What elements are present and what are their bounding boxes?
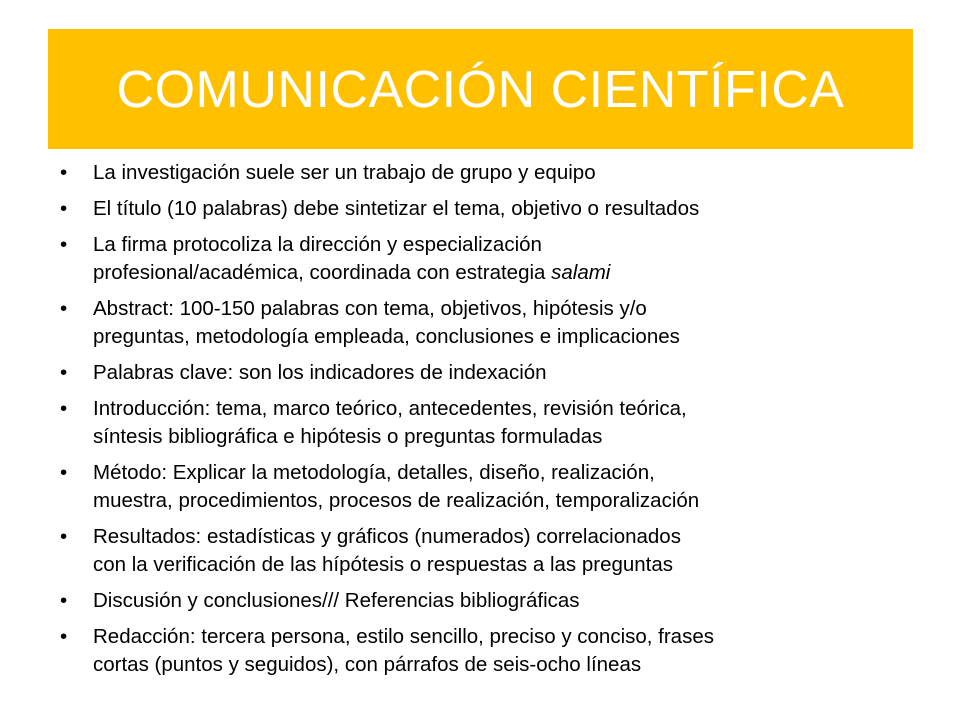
bullet-text: Redacción: tercera persona, estilo sencillo, preciso y conciso, frases [93, 625, 714, 648]
bullet-item-10 [60, 623, 940, 679]
bullet-item-9 [60, 587, 940, 615]
bullet-icon: • [60, 161, 68, 184]
title-banner [48, 29, 913, 149]
bullet-text-part: profesional/académica, coordinada con estrategia [93, 261, 552, 284]
slide-title: COMUNICACIÓN CIENTÍFICA [116, 61, 845, 119]
bullet-text-continued [93, 259, 940, 287]
bullet-icon: • [60, 197, 68, 220]
bullet-item-7 [60, 459, 940, 515]
bullet-item-6 [60, 395, 940, 451]
bullet-icon: • [60, 525, 68, 548]
bullet-item-3 [60, 231, 940, 287]
bullet-icon: • [60, 361, 68, 384]
bullet-text: Método: Explicar la metodología, detalles, diseño, realización, [93, 461, 655, 484]
bullet-icon: • [60, 397, 68, 420]
bullet-item-8 [60, 523, 940, 579]
bullet-text: Discusión y conclusiones/// Referencias bibliográficas [93, 589, 580, 612]
bullet-italic-term: salami [551, 261, 611, 284]
bullet-icon: • [60, 297, 68, 320]
bullet-text-continued: preguntas, metodología empleada, conclusiones e implicaciones [93, 325, 680, 348]
bullet-item-5 [60, 359, 940, 387]
bullet-text: Resultados: estadísticas y gráficos (numerados) correlacionados [93, 525, 681, 548]
bullet-text: Introducción: tema, marco teórico, antecedentes, revisión teórica, [93, 397, 687, 420]
bullet-text: La investigación suele ser un trabajo de grupo y equipo [93, 161, 596, 184]
bullet-text-continued: con la verificación de las hípótesis o respuestas a las preguntas [93, 553, 674, 576]
bullet-item-1 [60, 159, 940, 187]
bullet-icon: • [60, 589, 68, 612]
bullet-text-continued: cortas (puntos y seguidos), con párrafos de seis-ocho líneas [93, 653, 642, 676]
bullet-text-continued: síntesis bibliográfica e hipótesis o preguntas formuladas [93, 425, 603, 448]
bullet-item-2 [60, 195, 940, 223]
bullet-text: Palabras clave: son los indicadores de indexación [93, 361, 547, 384]
bullet-text: El título (10 palabras) debe sintetizar el tema, objetivo o resultados [93, 197, 700, 220]
bullet-item-4 [60, 295, 940, 351]
bullet-text-continued: muestra, procedimientos, procesos de realización, temporalización [93, 489, 700, 512]
bullet-icon: • [60, 625, 68, 648]
bullet-icon: • [60, 233, 68, 256]
bullet-text: La firma protocoliza la dirección y especialización [93, 233, 542, 256]
bullet-icon: • [60, 461, 68, 484]
bullet-list [60, 159, 940, 685]
bullet-text: Abstract: 100-150 palabras con tema, objetivos, hipótesis y/o [93, 297, 647, 320]
